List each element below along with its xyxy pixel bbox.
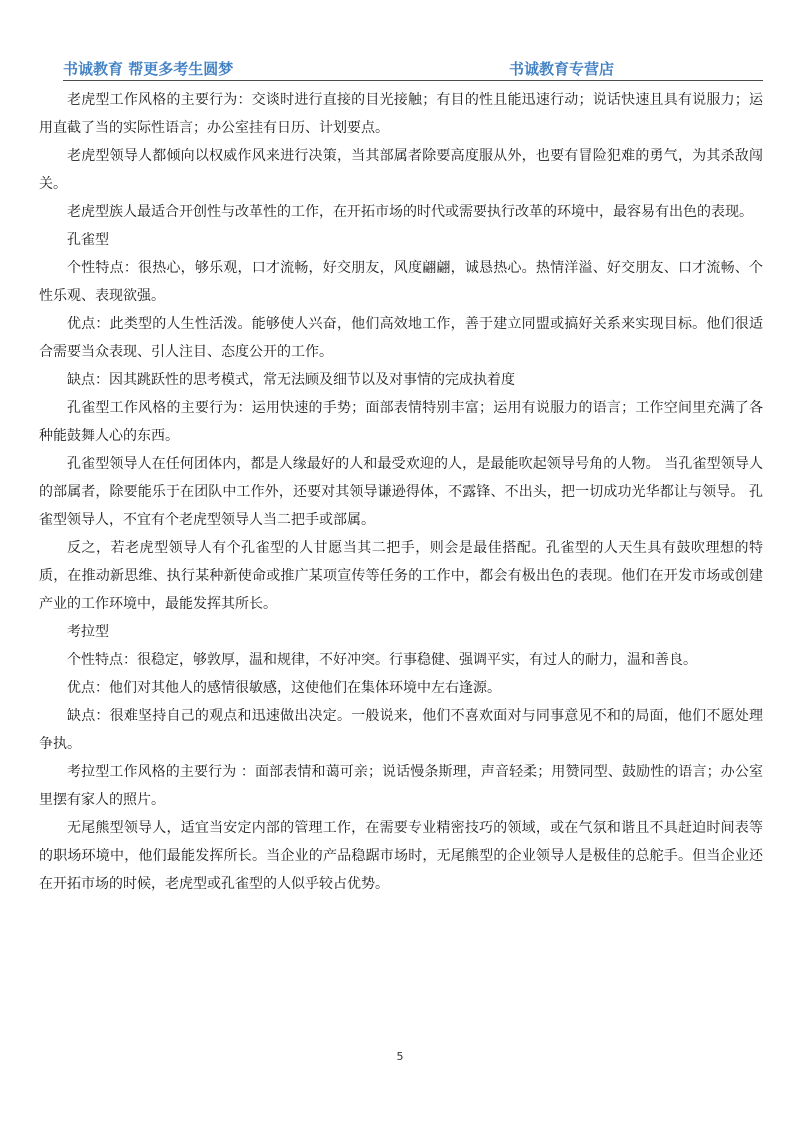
paragraph-peacock-pairing: 反之，若老虎型领导人有个孔雀型的人甘愿当其二把手，则会是最佳搭配。孔雀型的人天生具有鼓吹理想的特质，在推动新思维、执行某种新使命或推广某项宣传等任务的工作中，都会有极出色的表现。他们在开发市场或创建产业的工作环境中，最能发挥其所长。: [39, 540, 763, 612]
paragraph-peacock-weaknesses: 缺点：因其跳跃性的思考模式，常无法顾及细节以及对事情的完成执着度: [67, 372, 515, 388]
paragraph-koala-weaknesses: 缺点：很难坚持自己的观点和迅速做出决定。一般说来，他们不喜欢面对与同事意见不和的局面，他们不愿处理争执。: [39, 708, 763, 752]
section-heading-koala: 考拉型: [67, 624, 109, 640]
paragraph-koala-traits: 个性特点：很稳定，够敦厚，温和规律，不好冲突。行事稳健、强调平实，有过人的耐力，温和善良。: [67, 652, 697, 668]
paragraph-peacock-strengths: 优点：此类型的人生性活泼。能够使人兴奋，他们高效地工作，善于建立同盟或搞好关系来实现目标。他们很适合需要当众表现、引人注目、态度公开的工作。: [39, 316, 763, 360]
document-body: [39, 86, 763, 898]
header-store-name: 书诚教育专营店: [509, 60, 615, 78]
paragraph-tiger-leader: 老虎型领导人都倾向以权威作风来进行决策，当其部属者除要高度服从外，也要有冒险犯难的勇气，为其杀敌闯关。: [39, 148, 763, 192]
paragraph-peacock-traits: 个性特点：很热心，够乐观，口才流畅，好交朋友，风度翩翩，诚恳热心。热情洋溢、好交朋友、口才流畅、个性乐观、表现欲强。: [39, 260, 763, 304]
page-number: 5: [396, 1050, 404, 1063]
paragraph-peacock-leader: 孔雀型领导人在任何团体内，都是人缘最好的人和最受欢迎的人，是最能吹起领导号角的人物。 当孔雀型领导人的部属者，除要能乐于在团队中工作外，还要对其领导谦逊得体，不露锋、不出头，把一切成功光华都让与领导。 孔雀型领导人，不宜有个老虎型领导人当二把手或部属。: [39, 456, 763, 528]
section-heading-peacock: 孔雀型: [67, 232, 109, 248]
paragraph-peacock-work-style: 孔雀型工作风格的主要行为：运用快速的手势；面部表情特别丰富；运用有说服力的语言；工作空间里充满了各种能鼓舞人心的东西。: [39, 400, 763, 444]
paragraph-tiger-suitable-work: 老虎型族人最适合开创性与改革性的工作，在开拓市场的时代或需要执行改革的环境中，最容易有出色的表现。: [67, 204, 753, 220]
header-slogan: 书诚教育 帮更多考生圆梦: [63, 60, 234, 78]
paragraph-koala-leader: 无尾熊型领导人，适宜当安定内部的管理工作，在需要专业精密技巧的领域，或在气氛和谐且不具赶迫时间表等的职场环境中，他们最能发挥所长。当企业的产品稳踞市场时，无尾熊型的企业领导人是极佳的总舵手。但当企业还在开拓市场的时候，老虎型或孔雀型的人似乎较占优势。: [39, 820, 763, 892]
paragraph-koala-work-style: 考拉型工作风格的主要行为 ：面部表情和蔼可亲；说话慢条斯理，声音轻柔；用赞同型、鼓励性的语言；办公室里摆有家人的照片。: [39, 764, 763, 808]
page-header: [63, 56, 763, 81]
paragraph-tiger-work-style: 老虎型工作风格的主要行为：交谈时进行直接的目光接触；有目的性且能迅速行动；说话快速且具有说服力；运用直截了当的实际性语言；办公室挂有日历、计划要点。: [39, 92, 763, 136]
paragraph-koala-strengths: 优点：他们对其他人的感情很敏感，这使他们在集体环境中左右逢源。: [67, 680, 501, 696]
